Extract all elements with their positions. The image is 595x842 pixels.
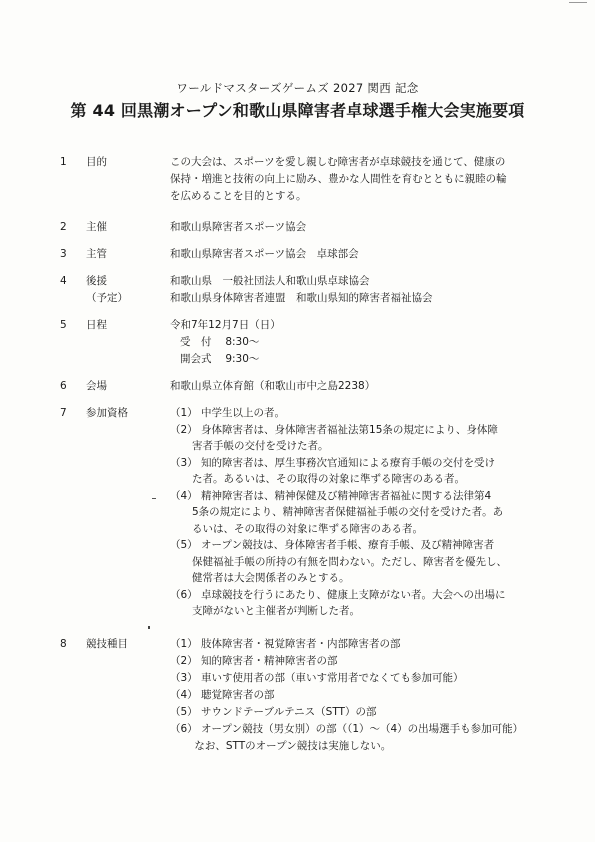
- content-line: 和歌山県立体育館（和歌山市中之島2238）: [170, 380, 376, 392]
- section-organizer: [60, 219, 560, 236]
- eligibility-item: [170, 488, 560, 538]
- section-content: [170, 636, 560, 755]
- content-line: 和歌山県 一般社団法人和歌山県卓球協会: [170, 275, 370, 287]
- section-number: 3: [60, 248, 67, 260]
- section-content: [170, 219, 560, 236]
- schedule-reception: 受 付 8:30～: [180, 336, 260, 348]
- eligibility-item: [170, 422, 560, 455]
- item-continuation: た者。あるいは、その取得の対象に準ずる障害のある者。: [192, 473, 465, 485]
- section-content: [170, 317, 560, 368]
- section-content: [170, 246, 560, 263]
- section-manager: [60, 246, 560, 263]
- item-line: （4） 精神障害者は、精神保健及び精神障害者福祉に関する法律第4: [170, 489, 492, 502]
- content-line: 和歌山県障害者スポーツ協会: [170, 221, 307, 233]
- event-note: なお、STTのオープン競技は実施しない。: [170, 739, 392, 752]
- section-number: 7: [60, 407, 67, 419]
- event-item: （3） 車いす使用者の部（車いす常用者でなくても参加可能）: [170, 671, 464, 684]
- scan-artifact: [152, 498, 156, 499]
- label-main: 後援: [86, 275, 107, 287]
- scan-artifact: [569, 2, 587, 3]
- document-subtitle: ワールドマスターズゲームズ 2027 関西 記念: [176, 81, 419, 95]
- section-number: 8: [60, 637, 67, 650]
- section-content: [170, 378, 560, 395]
- section-number: 6: [60, 380, 67, 392]
- content-line: 和歌山県障害者スポーツ協会 卓球部会: [170, 248, 359, 260]
- content-line: 保持・増進と技術の向上に励み、豊かな人間性を育むとともに親睦の輪: [170, 173, 507, 185]
- event-item: （5） サウンドテーブルテニス（STT）の部: [170, 705, 377, 718]
- sections-list: [60, 154, 560, 755]
- section-label: 目的: [86, 156, 107, 168]
- section-number: 2: [60, 221, 67, 233]
- section-label: 会場: [86, 380, 107, 392]
- section-label: [86, 273, 170, 307]
- eligibility-item: [170, 405, 560, 422]
- event-item: （4） 聴覚障害者の部: [170, 688, 275, 701]
- eligibility-item: [170, 587, 560, 620]
- section-events: [60, 636, 560, 755]
- item-continuation: 害者手帳の交付を受けた者。: [192, 440, 329, 452]
- section-venue: [60, 378, 560, 395]
- section-number: 5: [60, 319, 67, 331]
- eligibility-item: [170, 537, 560, 587]
- section-label: 参加資格: [86, 407, 128, 419]
- item-continuation: 保健福祉手帳の所持の有無を問わない。ただし、障害者を優先し、: [192, 555, 507, 568]
- section-schedule: [60, 317, 560, 368]
- content-line: 和歌山県身体障害者連盟 和歌山県知的障害者福祉協会: [170, 292, 433, 304]
- section-number: 4: [60, 275, 67, 287]
- event-item: （2） 知的障害者・精神障害者の部: [170, 654, 338, 667]
- document-title: 第 44 回黒潮オープン和歌山県障害者卓球選手権大会実施要項: [70, 101, 525, 120]
- item-continuation: 支障がないと主催者が判断した者。: [192, 605, 360, 617]
- content-line: を広めることを目的とする。: [170, 190, 307, 202]
- schedule-opening: 開会式 9:30～: [180, 353, 260, 365]
- item-line: （6） 卓球競技を行うにあたり、健康上支障がない者。大会への出場に: [170, 588, 506, 601]
- item-line: （5） オープン競技は、身体障害者手帳、療育手帳、及び精神障害者: [170, 539, 495, 551]
- label-sub: （予定）: [86, 292, 128, 304]
- item-continuation: 5条の規定により、精神障害者保健福祉手帳の交付を受けた者。あ: [192, 506, 504, 518]
- section-number: 1: [60, 156, 67, 168]
- item-line: （3） 知的障害者は、厚生事務次官通知による療育手帳の交付を受け: [170, 456, 496, 469]
- event-item: （1） 肢体障害者・視覚障害者・内部障害者の部: [170, 637, 401, 650]
- section-eligibility: [60, 405, 560, 620]
- section-content: [170, 273, 560, 307]
- eligibility-item: [170, 455, 560, 488]
- event-item: （6） オープン競技（男女別）の部（（1）～（4）の出場選手も参加可能）: [170, 722, 524, 735]
- section-label: 競技種目: [86, 637, 128, 650]
- section-label: 日程: [86, 319, 107, 331]
- section-content: [170, 405, 560, 620]
- item-line: （2） 身体障害者は、身体障害者福祉法第15条の規定により、身体障: [170, 423, 498, 436]
- item-continuation: るいは、その取得の対象に準ずる障害のある者。: [192, 522, 423, 535]
- section-purpose: [60, 154, 560, 205]
- section-sponsors: [60, 273, 560, 307]
- section-label: 主管: [86, 248, 107, 260]
- event-date: 令和7年12月7日（日）: [170, 319, 281, 331]
- content-line: この大会は、スポーツを愛し親しむ障害者が卓球競技を通じて、健康の: [170, 156, 506, 168]
- section-content: [170, 154, 560, 205]
- item-continuation: 健常者は大会関係者のみとする。: [192, 572, 350, 584]
- item-line: （1） 中学生以上の者。: [170, 407, 286, 419]
- scan-artifact: [148, 626, 150, 629]
- section-label: 主催: [86, 221, 107, 233]
